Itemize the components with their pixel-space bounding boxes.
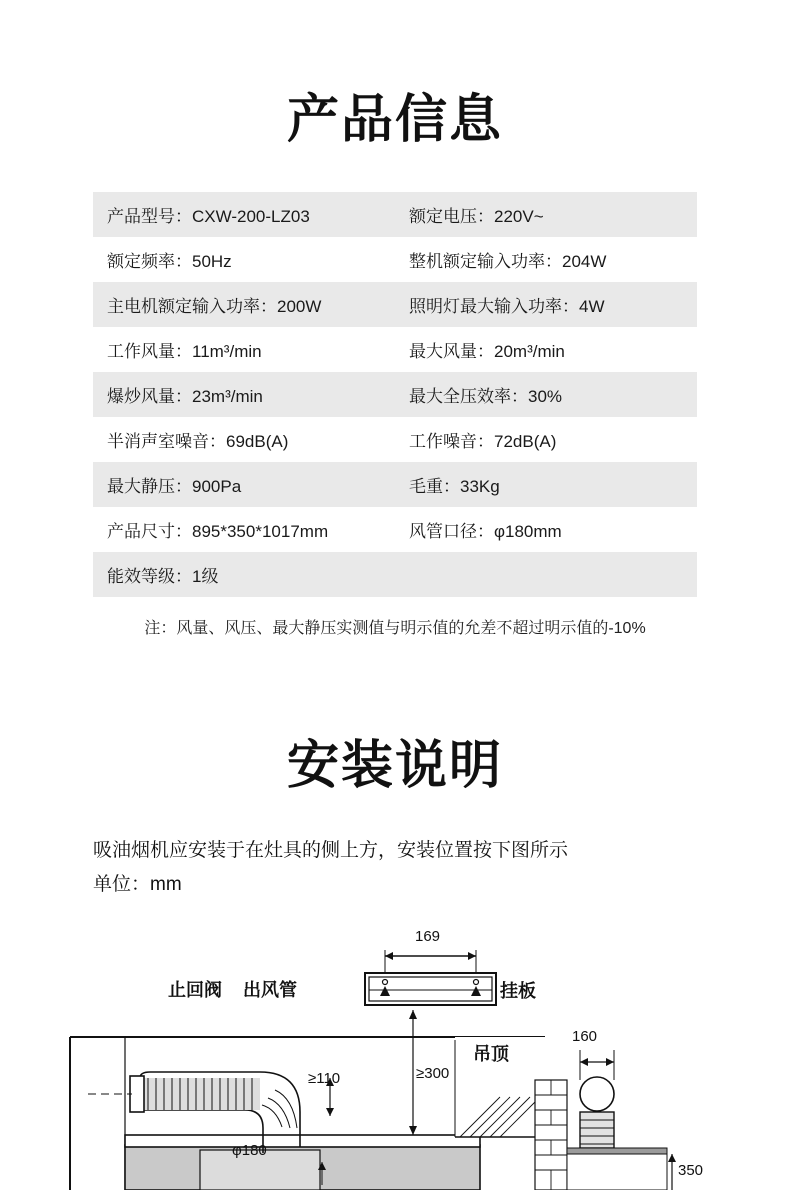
spec-cell-left: 爆炒风量：23m³/min [93,372,395,417]
table-row [93,552,697,597]
spec-cell-right: 整机额定输入功率：204W [395,237,697,282]
table-row [93,327,697,372]
table-row [93,282,697,327]
dim-label-hood-height: ≥300 [416,1064,450,1082]
label-ceiling: 吊顶 [473,1043,509,1064]
table-row [93,462,697,507]
label-exhaust-pipe: 出风管 [243,979,297,1000]
spec-table [93,192,697,597]
table-row [93,372,697,417]
check-valve-box [130,1076,144,1112]
arrow-up-icon [409,1010,417,1019]
spec-cell-right: 额定电压：220V~ [395,192,697,237]
table-row [93,507,697,552]
install-paragraph-line2: 单位：mm [93,873,182,895]
arrow-up-icon [668,1154,676,1162]
install-paragraph [93,834,697,902]
product-info-page [0,35,790,1179]
dim-label-pipe-height: ≥110 [308,1069,341,1087]
duct-bend-line [262,1105,282,1127]
spec-cell-right: 风管口径：φ180mm [395,507,697,552]
table-row [93,237,697,282]
spec-cell-right: 工作噪音：72dB(A) [395,417,697,462]
right-brick-wall [535,1080,567,1190]
arrow-left-icon [385,952,393,960]
spec-table-wrap [93,192,697,638]
hood-top-panel [125,1135,480,1147]
dim-label-169: 169 [415,927,441,945]
spec-cell-right: 照明灯最大输入功率：4W [395,282,697,327]
arrow-right-icon [606,1058,614,1066]
install-paragraph-line1: 吸油烟机应安装于在灶具的侧上方，安装位置按下图所示 [93,839,569,861]
page-title-install: 安装说明 [286,736,503,795]
duct-fill [140,1078,260,1110]
spec-cell-left: 主电机额定输入功率：200W [93,282,395,327]
duct-bend-line [268,1098,290,1128]
spec-cell-left: 产品尺寸：895*350*1017mm [93,507,395,552]
table-row [93,417,697,462]
label-hanging-plate: 挂板 [500,980,536,1001]
installation-diagram [0,927,790,1190]
arrow-down-icon [409,1126,417,1135]
diagram-svg [0,927,790,1190]
spec-cell-left: 额定频率：50Hz [93,237,395,282]
spec-cell-right: 毛重：33Kg [395,462,697,507]
arrow-right-icon [468,952,476,960]
spec-cell-right: 最大全压效率：30% [395,372,697,417]
dim-label-duct-diameter: φ180 [232,1141,267,1159]
spec-cell-left: 半消声室噪音：69dB(A) [93,417,395,462]
spec-cell-left: 产品型号：CXW-200-LZ03 [93,192,395,237]
table-row [93,192,697,237]
spec-cell-right [395,552,697,597]
spec-cell-left: 能效等级：1级 [93,552,395,597]
spec-note: 注：风量、风压、最大静压实测值与明示值的允差不超过明示值的-10% [144,619,646,637]
right-side-unit [567,1077,667,1190]
arrow-left-icon [580,1058,588,1066]
arrow-down-icon [326,1108,334,1116]
spec-cell-right: 最大风量：20m³/min [395,327,697,372]
duct-bend-line [275,1090,297,1128]
page-title-product-info: 产品信息 [286,90,503,149]
dim-label-side-width: 160 [572,1027,598,1045]
spec-cell-left: 工作风量：11m³/min [93,327,395,372]
label-check-valve: 止回阀 [168,979,222,1000]
dim-label-side-depth: 350 [678,1161,704,1179]
spec-cell-left: 最大静压：900Pa [93,462,395,507]
